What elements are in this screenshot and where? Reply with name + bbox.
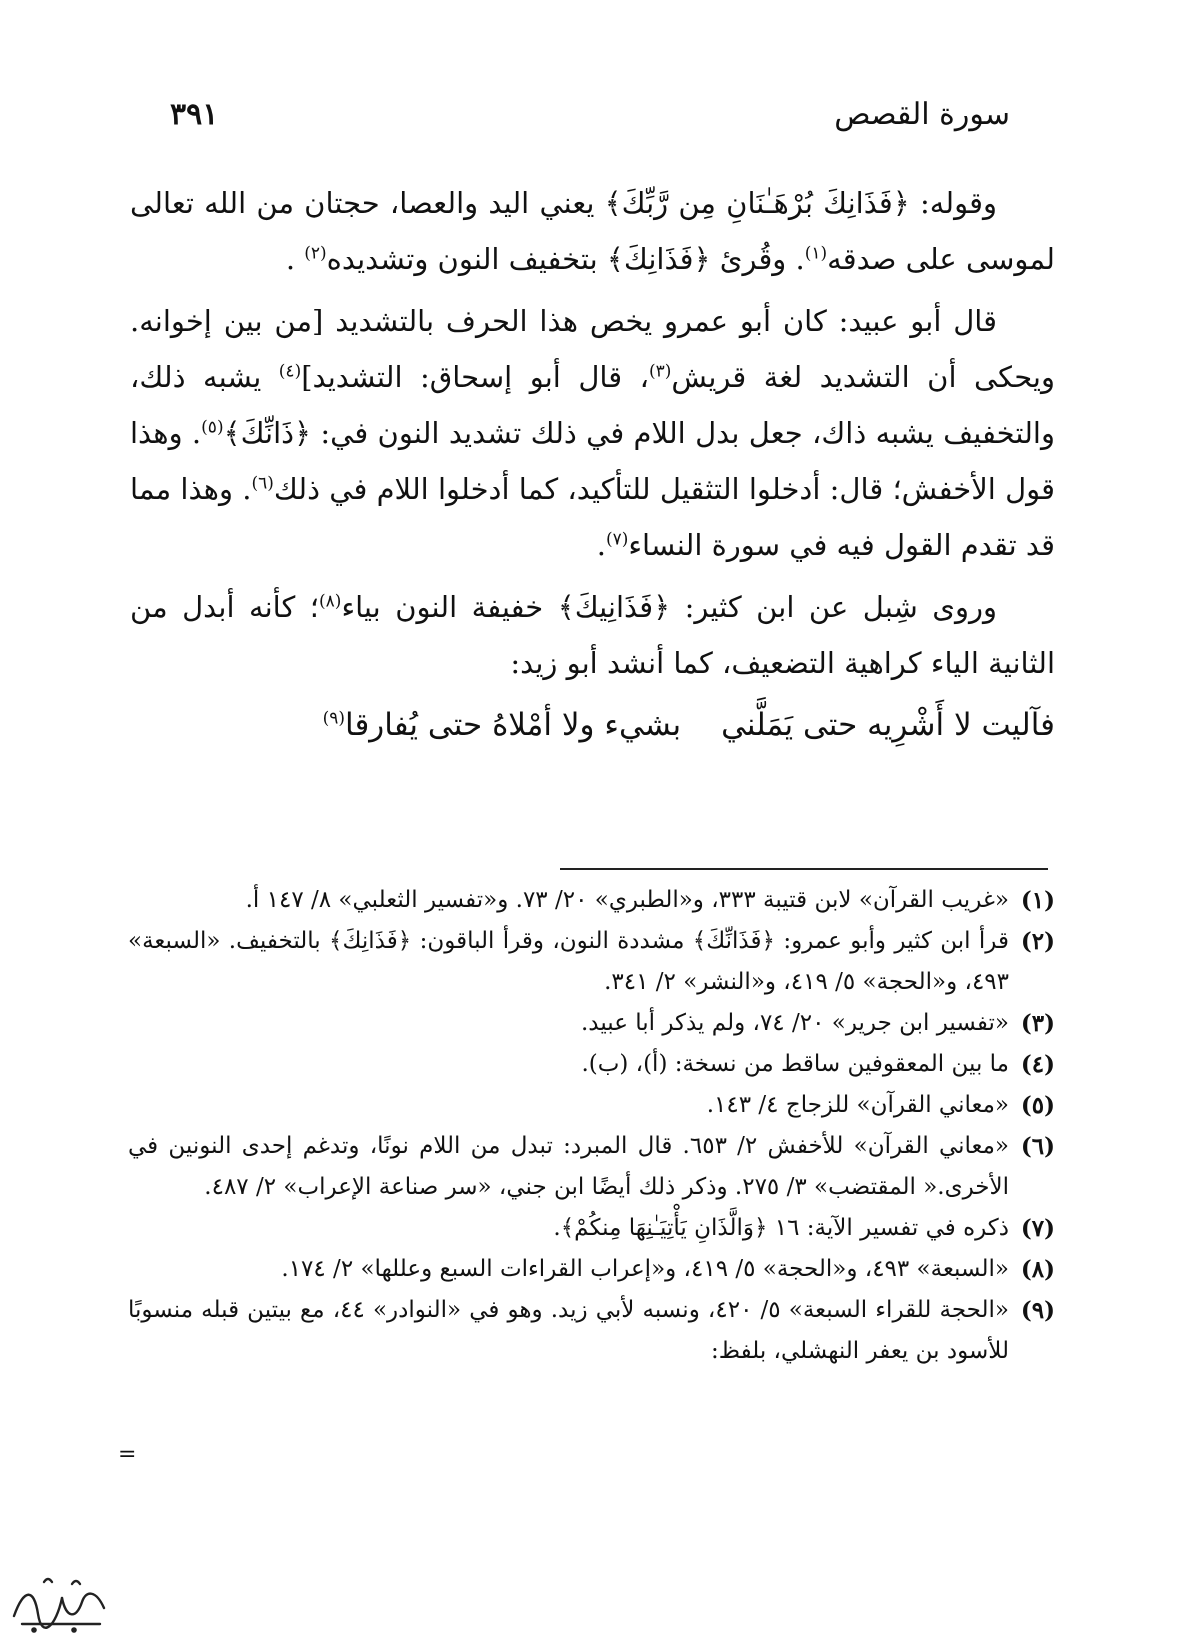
footnote-text: «معاني القرآن» للأخفش ٢/ ٦٥٣. قال المبرد: تبدل من اللام نونًا، وتدغم إحدى النونين في الأخرى.« المقتضب» ٣/ ٢٧٥. وذكر ذلك أيضًا ابن جني، «سر صناعة الإعراب» ٢/ ٤٨٧. [128, 1133, 1010, 1200]
footnote-number: (١) [1020, 887, 1055, 914]
footnote-ref[interactable]: (٣) [648, 361, 672, 382]
footnote [128, 1044, 1055, 1085]
footnote-ref[interactable]: (٧) [605, 529, 629, 550]
footnote [128, 1126, 1055, 1208]
paragraph-2 [130, 293, 1055, 573]
verse-first-half: فآليت لا أَشْرِيه حتى يَمَلَّني [721, 707, 1055, 743]
footnote [128, 1085, 1055, 1126]
text-run: ، قال أبو إسحاق: التشديد] [301, 360, 649, 394]
footnote-ref[interactable]: (٩) [322, 708, 346, 729]
footnote-number: (٨) [1020, 1256, 1055, 1283]
verse-second-half [323, 697, 682, 753]
text-run: . وهذا مما قد تقدم القول فيه في سورة النساء [130, 472, 1055, 562]
text-run: وروى شِبل عن ابن كثير: ﴿فَذَانِيكَ﴾ خفيفة النون بياء [341, 590, 997, 624]
continuation-mark: = [118, 1442, 137, 1467]
text-run: ؛ كأنه أبدل من الثانية الياء كراهية التضعيف، كما أنشد أبو زيد: [130, 590, 1055, 680]
footnote-ref[interactable]: (٨) [319, 591, 342, 612]
footnote-text: ما بين المعقوفين ساقط من نسخة: (أ)، (ب). [581, 1051, 1009, 1077]
footnote [128, 880, 1055, 921]
footnote [128, 1003, 1055, 1044]
footnote [128, 1208, 1055, 1249]
footnote [128, 1290, 1055, 1372]
text-run: بشيء ولا أمْلاهُ حتى يُفارقا [345, 707, 682, 743]
footnote-text: ذكره في تفسير الآية: ١٦ ﴿وَالَّذَانِ يَأْتِيَـٰنِهَا مِنكُمْ﴾. [553, 1215, 1009, 1241]
footnote-number: (٦) [1020, 1133, 1055, 1160]
footnote [128, 1249, 1055, 1290]
footnote-number: (٢) [1020, 928, 1055, 955]
footnote-ref[interactable]: (٦) [251, 473, 274, 494]
text-run: قال أبو عبيد: كان أبو عمرو يخص هذا الحرف بالتشديد [من بين إخوانه. ويحكى أن التشديد لغة قريش [130, 304, 1055, 394]
footnote-number: (٧) [1020, 1215, 1055, 1242]
footnote-text: «معاني القرآن» للزجاج ٤/ ١٤٣. [706, 1092, 1009, 1118]
footnote-number: (٤) [1020, 1051, 1055, 1078]
text-run: . وقُرئ ﴿فَذَانِكَ﴾ بتخفيف النون وتشديده [326, 242, 805, 276]
footnote-ref[interactable]: (٤) [278, 361, 302, 382]
footnote-ref[interactable]: (٢) [304, 243, 327, 264]
footnote-number: (٥) [1020, 1092, 1055, 1119]
poetry-verse [130, 697, 1055, 753]
footnote-number: (٩) [1020, 1297, 1055, 1324]
text-run: . [596, 528, 606, 562]
text-run: . وهذا قول الأخفش؛ قال: أدخلوا التثقيل للتأكيد، كما أدخلوا اللام في ذلك [130, 416, 1055, 506]
footnote-ref[interactable]: (١) [804, 243, 828, 264]
paragraph-3 [130, 579, 1055, 691]
footnote [128, 921, 1055, 1003]
footnote-separator [560, 868, 1048, 870]
page-header [170, 92, 1010, 142]
text-run: يشبه ذلك، والتخفيف يشبه ذاك، جعل بدل اللام في ذلك تشديد النون في: ﴿ذَانِّكَ﴾ [130, 360, 1055, 450]
footnote-ref[interactable]: (٥) [201, 417, 224, 438]
footnote-text: «غريب القرآن» لابن قتيبة ٣٣٣، و«الطبري» ٢٠/ ٧٣. و«تفسير الثعلبي» ٨/ ١٤٧ أ. [245, 887, 1009, 913]
text-run: وقوله: ﴿فَذَانِكَ بُرْهَـٰنَانِ مِن رَّبِّكَ﴾ يعني اليد والعصا، حجتان من الله تعالى لموسى على صدقه [130, 186, 1055, 276]
surah-title: سورة القصص [834, 97, 1010, 132]
footnote-text: «تفسير ابن جرير» ٢٠/ ٧٤، ولم يذكر أبا عبيد. [580, 1010, 1009, 1036]
text-run: . [285, 242, 305, 276]
footnote-text: «الحجة للقراء السبعة» ٥/ ٤٢٠، ونسبه لأبي زيد. وهو في «النوادر» ٤٤، مع بيتين قبله منسوبًا للأسود بن يعفر النهشلي، بلفظ: [128, 1297, 1010, 1364]
publisher-logo-icon [4, 1568, 114, 1638]
main-text [130, 175, 1055, 753]
page-number: ٣٩١ [170, 97, 219, 132]
footnote-number: (٣) [1020, 1010, 1055, 1037]
footnotes-section [128, 880, 1055, 1372]
paragraph-1 [130, 175, 1055, 287]
footnote-text: «السبعة» ٤٩٣، و«الحجة» ٥/ ٤١٩، و«إعراب القراءات السبع وعللها» ٢/ ١٧٤. [281, 1256, 1009, 1282]
footnote-text: قرأ ابن كثير وأبو عمرو: ﴿فَذَانِّكَ﴾ مشددة النون، وقرأ الباقون: ﴿فَذَانِكَ﴾ بالتخفيف. «السبعة» ٤٩٣، و«الحجة» ٥/ ٤١٩، و«النشر» ٢/ ٣٤١. [128, 928, 1009, 995]
